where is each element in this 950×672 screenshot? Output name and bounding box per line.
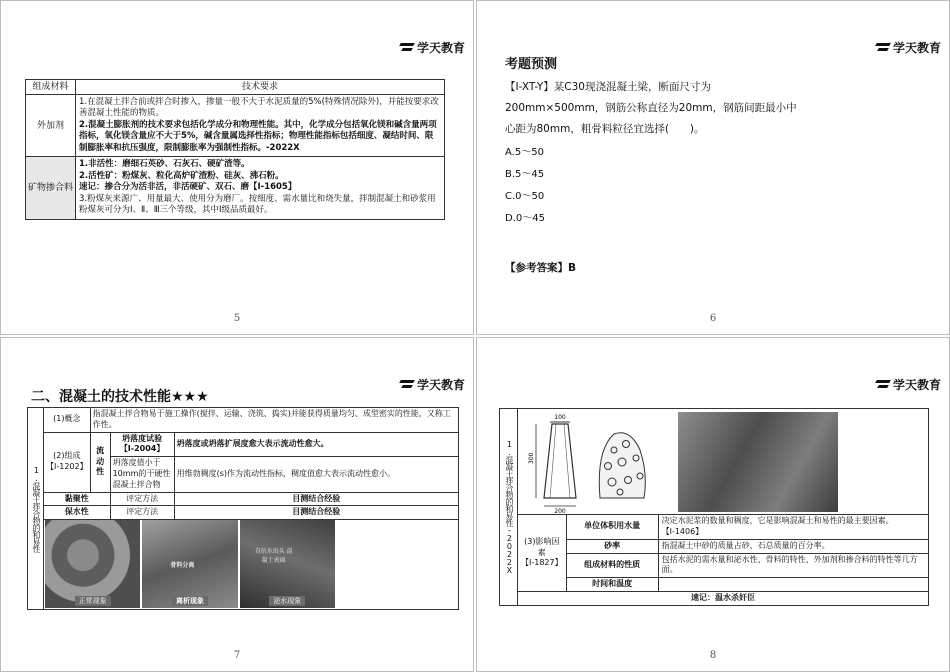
materials-table — [25, 79, 445, 220]
row-label: 矿物掺合料 — [26, 157, 76, 219]
table-header: 技术要求 — [76, 80, 445, 95]
eval-value: 目测结合经验 — [174, 506, 458, 520]
brand-logo: 学天教育 — [876, 39, 941, 56]
concept-text: 指混凝土拌合物易于施工操作(搅拌、运输、浇筑、捣实)并能获得质量均匀、成型密实的性能，又称工作性。 — [90, 408, 458, 433]
svg-text:300: 300 — [528, 452, 535, 464]
section-heading: 二、混凝土的技术性能★★★ — [31, 389, 209, 405]
table-header: 组成材料 — [26, 80, 76, 95]
eval-value: 目测结合经验 — [174, 492, 458, 506]
answer-text: 【参考答案】B — [505, 262, 577, 274]
figure-cell — [518, 409, 929, 515]
brand-logo: 学天教育 — [400, 376, 465, 393]
factor-value: 指混凝土中砂的质量占砂、石总质量的百分率。 — [658, 539, 928, 553]
row-text: 1.非活性：磨细石英砂、石灰石、硬矿渣等。 2.活性矿：粉煤灰、粒化高炉矿渣粉、硅灰、沸石粉。 速记：掺合分为活非活，非活硬矿、双石、磨【Ⅰ-1605】 3.粉煤灰来源广、用量最大、使用分为磨厂。按细度、需水量比和烧失量，拌制混凝土和砂浆用粉煤灰可分为Ⅰ、Ⅱ、Ⅲ三个等级，其中Ⅰ级品质最好。 — [76, 157, 445, 219]
brand-mark-icon — [876, 379, 890, 391]
slump-test: 坍落度试验【Ⅰ-2004】 — [110, 432, 174, 457]
normal-photo: 正常现象 — [45, 520, 140, 608]
vebe-label: 坍落度值小于10mm的干硬性混凝土拌合物 — [110, 457, 174, 492]
composition-label: (2)组成【Ⅰ-1202】 — [44, 432, 91, 492]
page-number: 5 — [233, 313, 241, 324]
question-text: 【Ⅰ-XT-Y】某C30现浇混凝土梁，断面尺寸为200mm×500mm，钢筋公称直径为20mm，钢筋间距最小中心距为80mm，粗骨料粒径宜选择( )。 — [505, 81, 797, 135]
svg-text:200: 200 — [554, 507, 566, 514]
concept-label: (1)概念 — [44, 408, 91, 433]
slide-page-6 — [476, 0, 950, 335]
bleeding-photo: 自伍水出头 混凝土表面 泌水现象 — [240, 520, 335, 608]
page-number: 6 — [709, 313, 717, 324]
factor-key: 单位体积用水量 — [566, 515, 658, 540]
factor-key: 组成材料的性质 — [566, 553, 658, 578]
factor-label: (3)影响因素【Ⅰ-1827】 — [518, 515, 567, 592]
eval-method: 评定方法 — [110, 506, 174, 520]
cohesion-label: 黏聚性 — [44, 492, 111, 506]
factors-table — [499, 408, 929, 606]
factor-key: 时间和温度 — [566, 578, 658, 592]
photo-strip — [45, 520, 335, 608]
water-retention-label: 保水性 — [44, 506, 111, 520]
brand-mark-icon — [400, 379, 414, 391]
factor-value: 包括水泥的需水量和泌水性、骨料的特性、外加剂和掺合料的特性等几方面。 — [658, 553, 928, 578]
slump-diagram — [518, 410, 928, 514]
svg-text:100: 100 — [554, 413, 566, 421]
fluidity-label: 流动性 — [90, 432, 110, 492]
row-label: 外加剂 — [26, 95, 76, 157]
option-d: D.0～45 — [505, 213, 545, 224]
brand-mark-icon — [876, 42, 890, 54]
brand-logo: 学天教育 — [400, 39, 465, 56]
factor-value: 决定水泥浆的数量和稠度，它是影响混凝土和易性的最主要因素。【Ⅰ-1406】 — [658, 515, 928, 540]
eval-method: 评定方法 — [110, 492, 174, 506]
slide-page-8 — [476, 337, 950, 672]
memo-text: 速记：温水杀奸臣 — [518, 592, 929, 606]
factor-value — [658, 578, 928, 592]
option-a: A.5～50 — [505, 147, 544, 158]
brand-mark-icon — [400, 42, 414, 54]
segregation-photo: 骨料分离 离析现象 — [142, 520, 237, 608]
slump-test-photo — [678, 412, 838, 512]
slump-cone-diagram — [522, 410, 672, 514]
slide-page-5 — [0, 0, 474, 335]
option-c: C.0～50 — [505, 191, 545, 202]
brand-logo: 学天教育 — [876, 376, 941, 393]
side-label: 1.混凝土拌合物的和易性 — [28, 408, 44, 610]
page-number: 8 — [709, 650, 717, 661]
factor-key: 砂率 — [566, 539, 658, 553]
option-b: B.5～45 — [505, 169, 545, 180]
vebe-desc: 用维勃稠度(s)作为流动性指标，稠度值愈大表示流动性愈小。 — [174, 457, 458, 492]
row-text: 1.在混凝土拌合前或拌合时掺入，掺量一般不大于水泥质量的5%(特殊情况除外)，并能按要求改善混凝土性能的物质。 2.混凝土膨胀剂的技术要求包括化学成分和物理性能。其中，化学成分包括氧化镁和碱含量两项指标，氧化镁含量应不大于5%，碱含量属选择性指标；物理性能指标包括细度、凝结时间、限制膨胀率和抗压强度，限制膨胀率为强制性指标。-2022X — [76, 95, 445, 157]
side-label: 1.混凝土拌合物的和易性-2022X — [500, 409, 518, 606]
page-title: 考题预测 — [505, 57, 558, 72]
slump-desc: 坍落度或坍落扩展度愈大表示流动性愈大。 — [174, 432, 458, 457]
slide-page-7 — [0, 337, 474, 672]
page-number: 7 — [233, 650, 241, 661]
